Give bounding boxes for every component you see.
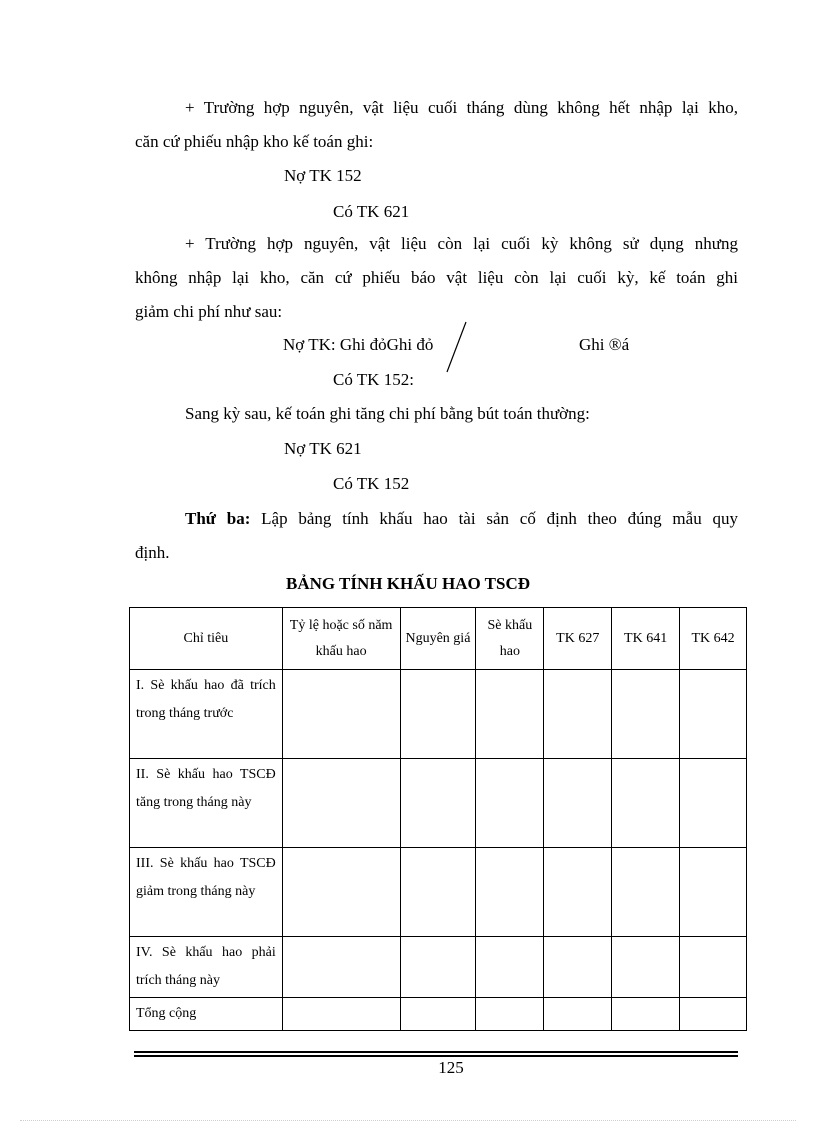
header-so-khau-hao: Sè khấu hao <box>476 608 544 670</box>
paragraph-2-line-3: giảm chi phí như sau: <box>135 302 283 321</box>
table-cell <box>680 670 747 759</box>
table-cell <box>612 937 680 998</box>
row-label: I. Sè khấu hao đã trích trong tháng trước <box>130 670 283 759</box>
table-cell <box>544 759 612 848</box>
table-cell <box>544 670 612 759</box>
diagonal-slash <box>443 320 469 374</box>
table-cell <box>476 759 544 848</box>
header-ty-le: Tỷ lệ hoặc số năm khấu hao <box>282 608 400 670</box>
page-edge <box>20 1120 796 1121</box>
paragraph-4-bold-lead: Thứ ba: <box>185 509 251 528</box>
entry-3-credit: Có TK 152 <box>333 474 410 493</box>
table-cell <box>612 759 680 848</box>
row-label-total: Tổng cộng <box>130 998 283 1031</box>
entry-2-debit: Nợ TK: Ghi đỏGhi đỏ <box>283 335 434 354</box>
paragraph-2-line-2: không nhập lại kho, căn cứ phiếu báo vật liệu còn lại cuối kỳ, kế toán ghi <box>135 268 738 287</box>
table-cell <box>400 759 476 848</box>
paragraph-1-line-1: + Trường hợp nguyên, vật liệu cuối tháng dùng không hết nhập lại kho, <box>185 98 738 117</box>
table-row <box>130 759 747 848</box>
table-cell <box>612 670 680 759</box>
entry-2-credit: Có TK 152: <box>333 370 414 389</box>
entry-2-note: Ghi ®á <box>579 335 630 354</box>
table-row <box>130 848 747 937</box>
table-cell <box>680 848 747 937</box>
table-row <box>130 937 747 998</box>
table-cell <box>282 848 400 937</box>
header-nguyen-gia: Nguyên giá <box>400 608 476 670</box>
paragraph-4-line-2: định. <box>135 543 170 562</box>
table-title: BẢNG TÍNH KHẤU HAO TSCĐ <box>285 574 531 593</box>
table-cell <box>400 998 476 1031</box>
table-cell <box>476 670 544 759</box>
header-tk-642: TK 642 <box>680 608 747 670</box>
row-label: II. Sè khấu hao TSCĐ tăng trong tháng này <box>130 759 283 848</box>
table-cell <box>476 937 544 998</box>
entry-1-debit: Nợ TK 152 <box>284 166 362 185</box>
header-tk-641: TK 641 <box>612 608 680 670</box>
table-cell <box>544 937 612 998</box>
table-cell <box>544 998 612 1031</box>
footer-rule-bottom <box>134 1055 738 1057</box>
paragraph-4-text: Lập bảng tính khấu hao tài sản cố định theo đúng mẫu quy <box>250 509 738 528</box>
paragraph-4-line-1 <box>135 508 738 530</box>
table-cell <box>476 998 544 1031</box>
table-cell <box>476 848 544 937</box>
row-label: III. Sè khấu hao TSCĐ giảm trong tháng này <box>130 848 283 937</box>
entry-3-debit: Nợ TK 621 <box>284 439 362 458</box>
table-cell <box>282 937 400 998</box>
row-label: IV. Sè khấu hao phải trích tháng này <box>130 937 283 998</box>
header-tk-627: TK 627 <box>544 608 612 670</box>
header-chi-tieu: Chỉ tiêu <box>130 608 283 670</box>
table-cell <box>680 937 747 998</box>
page-number: 125 <box>438 1058 464 1077</box>
table-cell <box>282 759 400 848</box>
table-header-row <box>130 608 747 670</box>
paragraph-2-line-1: + Trường hợp nguyên, vật liệu còn lại cuối kỳ không sử dụng nhưng <box>185 234 738 253</box>
table-cell <box>400 937 476 998</box>
table-cell <box>544 848 612 937</box>
table-row-total <box>130 998 747 1031</box>
table-cell <box>400 848 476 937</box>
paragraph-1-line-2: căn cứ phiếu nhập kho kế toán ghi: <box>135 132 374 151</box>
footer-rule-top <box>134 1051 738 1053</box>
table-cell <box>282 998 400 1031</box>
paragraph-3: Sang kỳ sau, kế toán ghi tăng chi phí bằng bút toán thường: <box>185 404 590 423</box>
table-cell <box>680 759 747 848</box>
table-cell <box>400 670 476 759</box>
entry-1-credit: Có TK 621 <box>333 202 410 221</box>
table-cell <box>612 998 680 1031</box>
table-cell <box>680 998 747 1031</box>
table-cell <box>612 848 680 937</box>
depreciation-table <box>129 607 747 1031</box>
table-cell <box>282 670 400 759</box>
table-row <box>130 670 747 759</box>
